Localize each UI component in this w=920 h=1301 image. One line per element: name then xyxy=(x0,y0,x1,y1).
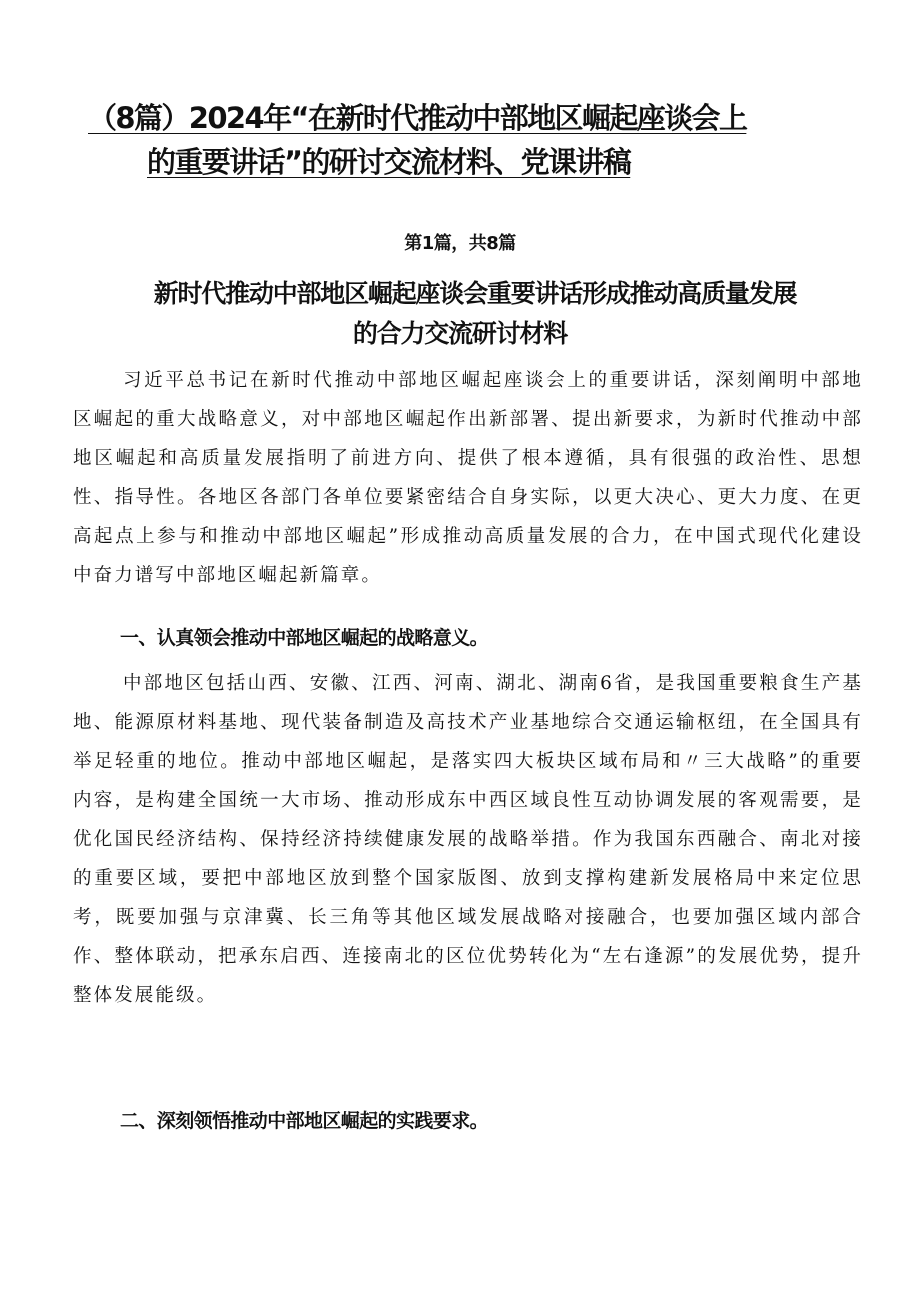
body-paragraph-1: 习近平总书记在新时代推动中部地区崛起座谈会上的重要讲话，深刻阐明中部地区崛起的重大战略意义，对中部地区崛起作出新部署、提出新要求，为新时代推动中部地区崛起和高质量发展指明了前进方向、提供了根本遵循，具有很强的政治性、思想性、指导性。各地区各部门各单位要紧密结合自身实际，以更大决心、更大力度、在更高起点上参与和推动中部地区崛起”形成推动高质量发展的合力，在中国式现代化建设中奋力谱写中部地区崛起新篇章。 xyxy=(73,370,863,586)
section-heading-2: 二、深刻领悟推动中部地区崛起的实践要求。 xyxy=(120,1110,489,1132)
body-paragraph-2: 中部地区包括山西、安徽、江西、河南、湖北、湖南6省，是我国重要粮食生产基地、能源原材料基地、现代装备制造及高技术产业基地综合交通运输枢纽，在全国具有举足轻重的地位。推动中部地区崛起，是落实四大板块区域布局和〃三大战略”的重要内容，是构建全国统一大市场、推动形成东中西区域良性互动协调发展的客观需要，是优化国民经济结构、保持经济持续健康发展的战略举措。作为我国东西融合、南北对接的重要区域，要把中部地区放到整个国家版图、放到支撑构建新发展格局中来定位思考，既要加强与京津冀、长三角等其他区域发展战略对接融合，也要加强区域内部合作、整体联动，把承东启西、连接南北的区位优势转化为“左右逢源”的发展优势，提升整体发展能级。 xyxy=(73,673,863,1006)
article-title-line-2: 的合力交流研讨材料 xyxy=(352,319,568,348)
section-heading-1: 一、认真领会推动中部地区崛起的战略意义。 xyxy=(120,627,489,649)
part-label: 第1篇，共8篇 xyxy=(404,233,516,254)
article-title-line-1: 新时代推动中部地区崛起座谈会重要讲话形成推动高质量发展 xyxy=(153,279,797,308)
document-title-line-2: 的重要讲话”的研讨交流材料、党课讲稿 xyxy=(147,145,631,179)
document-title-line-1: （8篇）2024年“在新时代推动中部地区崛起座谈会上 xyxy=(88,101,747,135)
